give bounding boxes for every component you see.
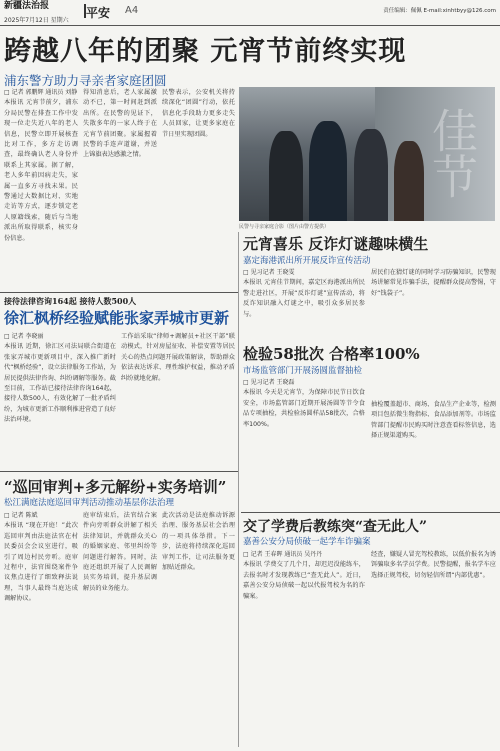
lead-column-3 [162,88,235,290]
a3-column-1 [4,511,78,747]
b3-column-1 [243,550,365,747]
section-name: 平安 [86,6,111,20]
photo-person [269,131,303,221]
b1-headline: 元宵喜乐 反诈灯谜趣味横生 [243,235,429,253]
a2-headline: 徐汇枫桥经验赋能张家弄城市更新 [4,309,230,327]
b1-paragraph-2: 居民们在猜灯谜的同时学习防骗知识，民警现场讲解常见诈骗手法，提醒群众提高警惕，守好“钱袋子”。 [371,269,496,297]
lead-column-2 [83,88,157,290]
a3-column-2 [83,511,157,747]
lead-subheadline: 浦东警方助力寻亲者家庭团圆 [4,73,167,88]
b2-column-2 [371,400,496,508]
a2-paragraph-1: 本报讯 近期，徐汇区司法局联合街道在张家弄城市更新项目中，深入推广新时代“枫桥经验”，设立法律服务工作站，为居民提供法律咨询、纠纷调解等服务。截至目前，工作站已接待法律咨询164起，接待人数500人，有效化解了一批矛盾纠纷，为城市更新工作顺利推进营造了良好法治环境。 [4,343,116,424]
a3-subheadline: 松江满庭法庭巡回审判活动推动基层你法治理 [4,498,175,508]
b3-headline: 交了学费后教练突“查无此人” [243,519,428,535]
lead-headline: 跨越八年的团聚 元宵节前终实现 [4,36,407,67]
page-header [0,0,500,26]
a3-paragraph-2: 庭审结束后，法官结合案件向旁听群众讲解了相关法律知识，并就群众关心的婚姻家庭、邻里纠纷等问题进行解答。同时，法庭还组织开展了人民调解员实务培训，提升基层调解员的业务能力。 [83,512,157,592]
section-rule [0,292,238,293]
lead-paragraph-3: 民警表示，公安机关将持续深化“团圆”行动，依托信息化手段助力更多走失人员回家，让更多家庭在节日里实现团圆。 [162,89,235,138]
a2-kicker: 接待法律咨询164起 接待人数500人 [4,296,137,306]
b2-column-1 [243,378,365,508]
section-rule [241,512,500,513]
b2-paragraph-1: 本报讯 今天是元宵节，为保障市民节日饮食安全，市场监管部门近期开展汤圆等节令食品专项抽检，共检验汤圆样品58批次，合格率100%。 [243,389,365,428]
lead-paragraph-1: 本报讯 元宵节前夕，浦东分局民警在排查工作中发现一位走失近八年的老人信息，民警立即开展核查比对工作，多方走访调查，最终确认老人身份并联系上其家属。据了解，老人多年前因病走失，家属一直多方寻找未果。民警通过大数据比对、实地走访等方式，逐步锁定老人原籍线索，随后与当地派出所取得联系，核实身份信息。 [4,99,78,242]
column-divider [238,232,239,747]
issue-date: 2025年7月12日 星期六 [4,17,69,24]
page-number: A4 [125,5,139,16]
b3-paragraph-1: 本报讯 学费交了几个月，却迟迟没能练车，去报名时才发现教练已“查无此人”。近日，嘉善公安分局侦破一起以代报驾校为名的诈骗案。 [243,561,365,600]
b3-subheadline: 嘉善公安分局侦破一起学车诈骗案 [243,537,371,547]
photo-person [354,129,388,221]
lead-photo [239,87,495,221]
a3-paragraph-3: 此次活动是法庭推动诉源治理、服务基层社会治理的一项具体举措。下一步，法庭将持续深化巡回审判工作，让司法服务更加贴近群众。 [162,512,235,572]
b2-paragraph-2: 抽检覆盖超市、商场、食品生产企业等，检测项目包括微生物指标、食品添加剂等。市场监管部门提醒市民购买时注意查看标签信息，选择正规渠道购买。 [371,401,496,440]
lead-paragraph-2: 得知消息后，老人家属激动不已，第一时间赶到派出所。在民警的见证下，失散多年的一家人终于在元宵节前团聚。家属握着民警的手连声道谢，并送上锦旗表达感激之情。 [83,89,157,159]
b1-column-1 [243,268,365,336]
a3-byline: □ 记者 陈斌 [4,512,38,519]
newspaper-logo: 新疆法治报 [4,1,50,11]
b1-subheadline: 嘉定海港派出所开展反诈宣传活动 [243,256,371,266]
a2-column-2 [121,332,235,468]
b3-byline: □ 记者 王春晖 通讯员 吴丹丹 [243,551,323,558]
section-rule [0,471,238,472]
a2-byline: □ 记者 李晓丽 [4,333,44,340]
lead-column-1 [4,88,78,290]
b1-paragraph-1: 本报讯 元宵佳节期间，嘉定区海港派出所民警走进社区，开展“反诈灯谜”宣传活动，将反诈知识融入灯谜之中，吸引众多居民参与。 [243,279,365,318]
lead-byline: □ 记者 郭鹏辉 通讯员 刘静 [4,89,78,96]
b1-column-2 [371,268,496,396]
a3-column-3 [162,511,235,747]
b2-headline: 检验58批次 合格率100% [243,345,420,363]
photo-caption: 民警与寻亲家庭合影（图片由警方提供） [239,224,330,230]
photo-person [309,121,347,221]
header-rule [0,25,500,26]
editor-credit: 责任编辑：佩佩 E-mail:xinhtbyy@126.com [383,8,496,14]
a2-column-1 [4,332,116,468]
b1-byline: □ 见习记者 王晓雯 [243,269,295,276]
a2-paragraph-2: 工作站采取“律师+调解员+社区干部”联动模式，针对房屋征收、补偿安置等居民关心的热点问题开展政策解读，帮助群众依法表达诉求、理性维护权益，推动矛盾纠纷就地化解。 [121,333,235,382]
b3-column-2 [371,550,496,747]
b3-paragraph-2: 经查，嫌疑人冒充驾校教练，以低价报名为诱饵骗取多名学员学费。民警提醒，报名学车应选择正规驾校，切勿轻信所谓“内部优惠”。 [371,551,496,579]
a3-headline: “巡回审判+多元解纷+实务培训” [4,478,227,496]
photo-decoration: 佳节 [425,107,479,199]
b2-byline: □ 见习记者 王晓磊 [243,379,295,386]
a3-paragraph-1: 本报讯 “现在开庭！”此次巡回审判由法庭法官在村民委员会会议室进行，吸引了周边村民旁听。庭审过程中，法官围绕案件争议焦点进行了细致释法说理，当事人最终当庭达成调解协议。 [4,522,78,603]
b2-subheadline: 市场监管部门开展汤圆监督抽检 [243,366,363,376]
